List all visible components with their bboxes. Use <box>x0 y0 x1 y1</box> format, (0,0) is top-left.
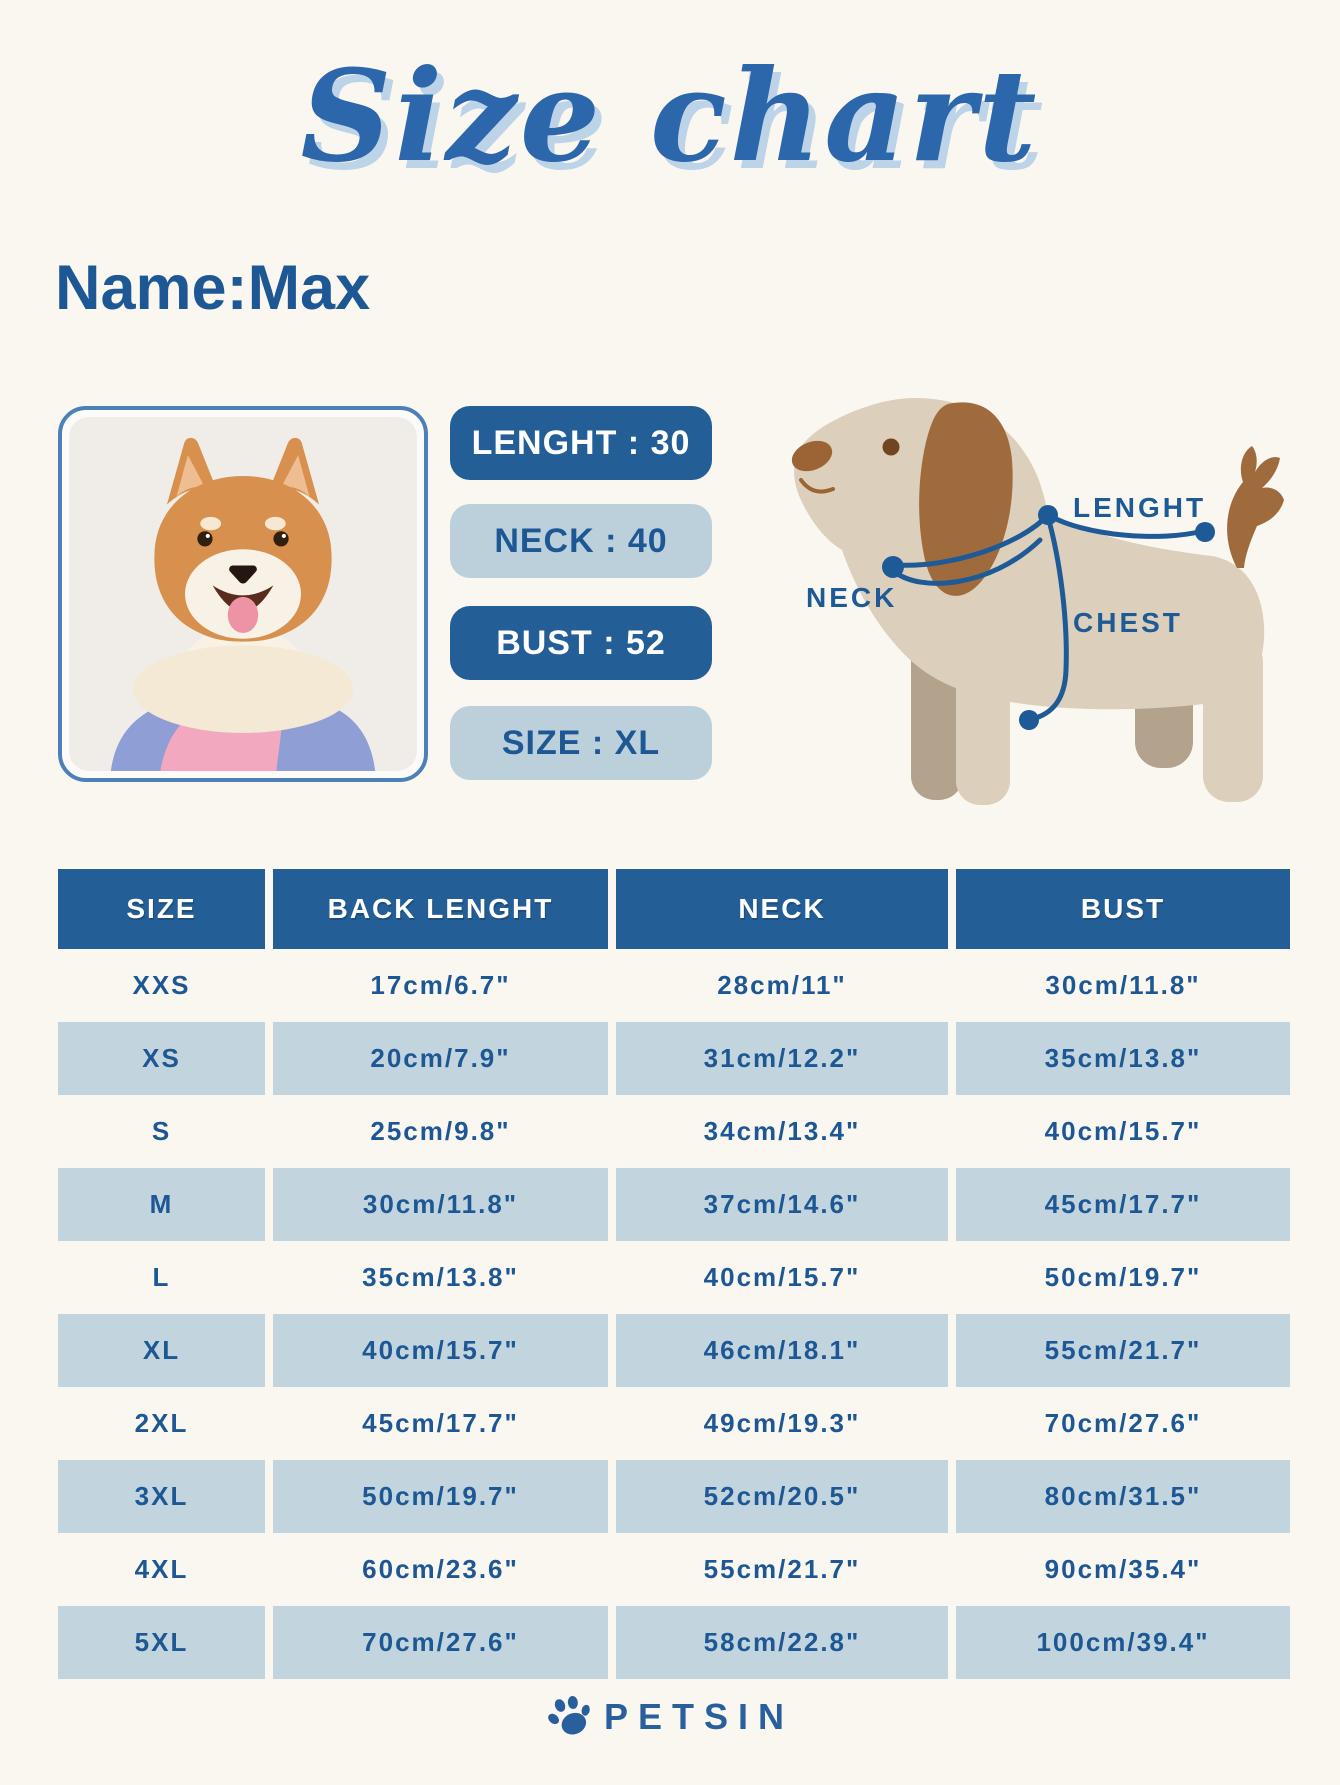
pet-photo-frame <box>58 406 428 782</box>
paw-icon <box>539 1687 599 1747</box>
table-cell: XXS <box>132 970 191 1000</box>
table-cell: 40cm/15.7" <box>1044 1116 1202 1146</box>
table-cell: 5XL <box>58 1606 265 1679</box>
size-table <box>58 869 1290 1679</box>
size-table-header <box>58 869 1290 949</box>
table-cell: 20cm/7.9" <box>273 1022 608 1095</box>
table-cell: 50cm/19.7" <box>1044 1262 1202 1292</box>
page-title: Size chart <box>300 42 1040 190</box>
dog-measurement-diagram <box>660 340 1320 820</box>
table-cell: 70cm/27.6" <box>1044 1408 1202 1438</box>
table-cell: 55cm/21.7" <box>956 1314 1290 1387</box>
header-cell-back-length: BACK LENGHT <box>273 869 608 949</box>
table-cell: 3XL <box>58 1460 265 1533</box>
brand-footer <box>0 1694 1340 1740</box>
table-cell: L <box>152 1262 171 1292</box>
table-cell: 90cm/35.4" <box>1044 1554 1202 1584</box>
table-cell: 30cm/11.8" <box>273 1168 608 1241</box>
badge-neck: NECK : 40 <box>450 504 712 578</box>
table-cell: 80cm/31.5" <box>956 1460 1290 1533</box>
diagram-label-length: LENGHT <box>1073 492 1207 523</box>
table-cell: 60cm/23.6" <box>362 1554 519 1584</box>
table-cell: 49cm/19.3" <box>703 1408 861 1438</box>
table-cell: 50cm/19.7" <box>273 1460 608 1533</box>
table-cell: 40cm/15.7" <box>703 1262 861 1292</box>
table-cell: 46cm/18.1" <box>616 1314 948 1387</box>
table-cell: 34cm/13.4" <box>703 1116 861 1146</box>
table-cell: 35cm/13.8" <box>956 1022 1290 1095</box>
table-cell: 4XL <box>134 1554 189 1584</box>
table-cell: 45cm/17.7" <box>362 1408 519 1438</box>
diagram-label-neck: NECK <box>806 582 898 613</box>
table-cell: 100cm/39.4" <box>956 1606 1290 1679</box>
table-cell: 70cm/27.6" <box>273 1606 608 1679</box>
table-cell: 28cm/11" <box>717 970 847 1000</box>
table-cell: XS <box>58 1022 265 1095</box>
table-cell: S <box>151 1116 172 1146</box>
pet-name-heading: Name:Max <box>55 253 371 323</box>
badge-length: LENGHT : 30 <box>450 406 712 480</box>
table-cell: 35cm/13.8" <box>362 1262 519 1292</box>
header-cell-bust: BUST <box>956 869 1290 949</box>
badge-bust: BUST : 52 <box>450 606 712 680</box>
table-cell: M <box>58 1168 265 1241</box>
table-cell: XL <box>58 1314 265 1387</box>
table-cell: 30cm/11.8" <box>1045 970 1201 1000</box>
brand-name: PETSIN <box>603 1696 795 1737</box>
table-cell: 17cm/6.7" <box>370 970 511 1000</box>
pet-photo <box>69 417 417 771</box>
table-cell: 58cm/22.8" <box>616 1606 948 1679</box>
table-cell: 55cm/21.7" <box>703 1554 861 1584</box>
table-cell: 40cm/15.7" <box>273 1314 608 1387</box>
header-cell-size: SIZE <box>58 869 265 949</box>
table-cell: 25cm/9.8" <box>370 1116 511 1146</box>
table-cell: 37cm/14.6" <box>616 1168 948 1241</box>
header-cell-neck: NECK <box>616 869 948 949</box>
badge-size: SIZE : XL <box>450 706 712 780</box>
table-cell: 31cm/12.2" <box>616 1022 948 1095</box>
table-cell: 45cm/17.7" <box>956 1168 1290 1241</box>
size-table-body <box>58 949 1290 1679</box>
table-cell: 2XL <box>134 1408 189 1438</box>
table-cell: 52cm/20.5" <box>616 1460 948 1533</box>
diagram-label-chest: CHEST <box>1073 607 1183 638</box>
